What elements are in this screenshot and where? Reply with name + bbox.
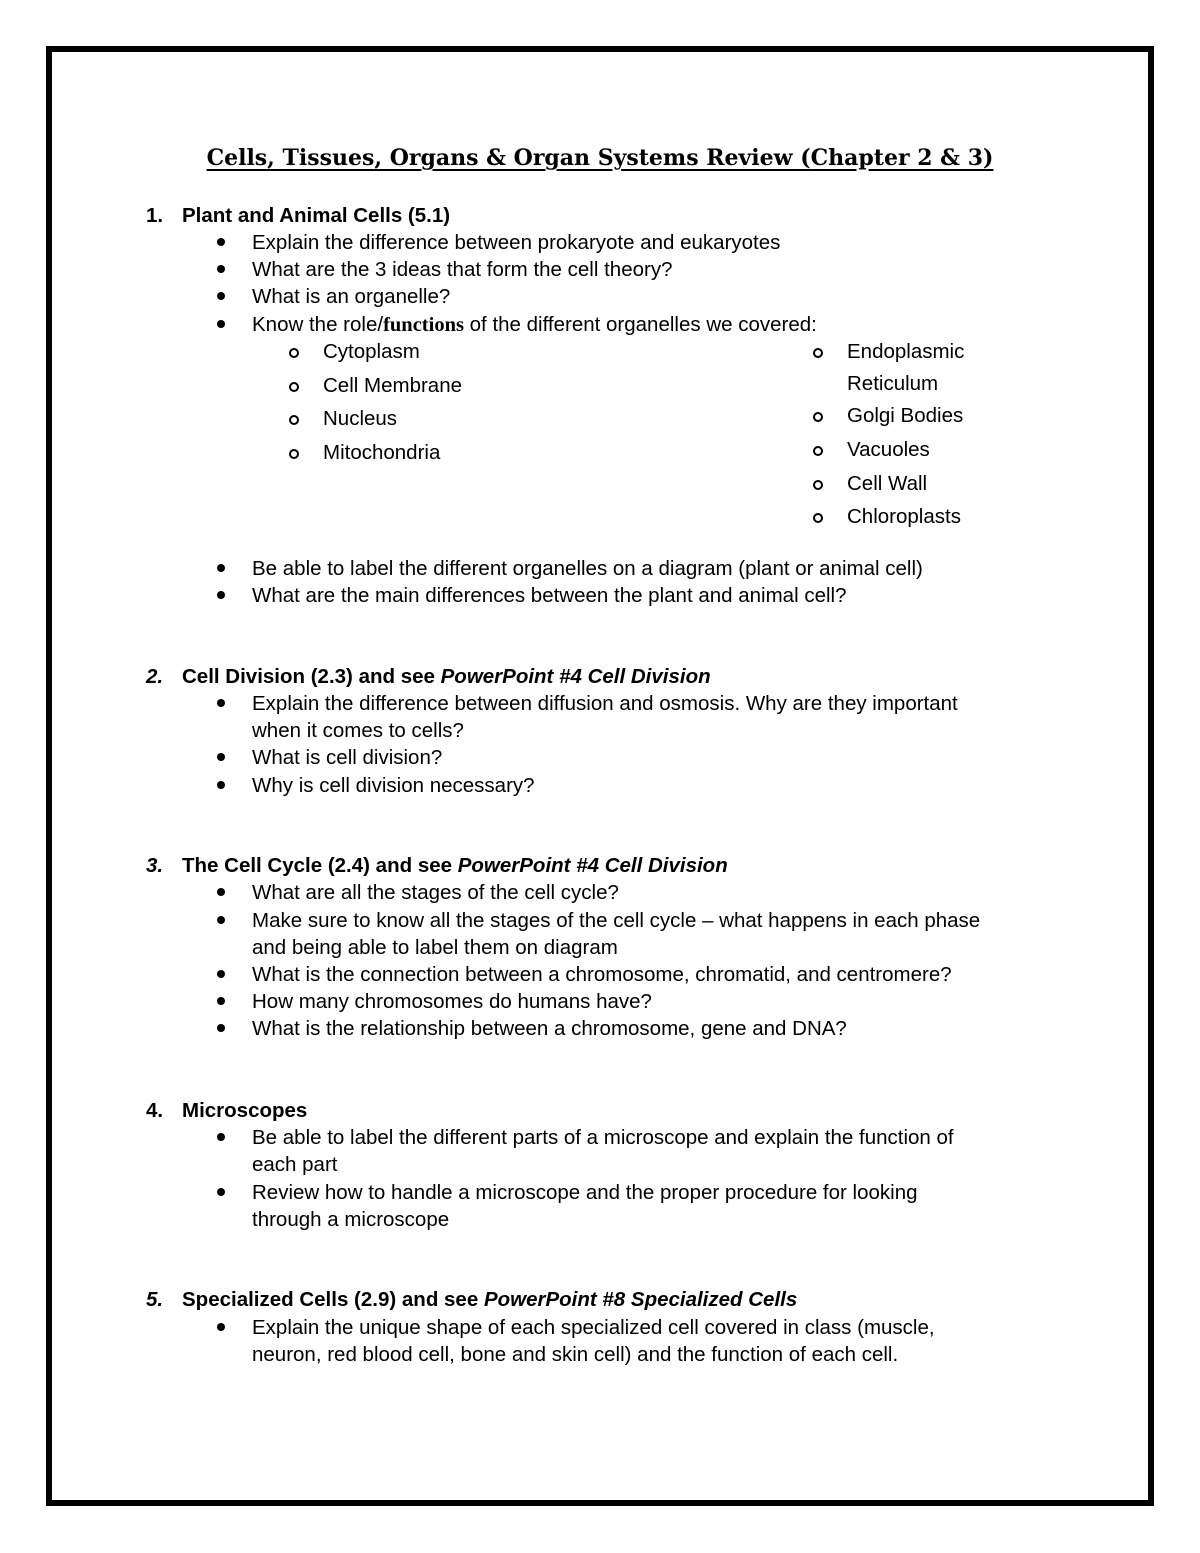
list-item: What is the relationship between a chromosome, gene and DNA? xyxy=(252,1017,847,1040)
circle-bullet-icon xyxy=(813,446,823,456)
list-item: Be able to label the different parts of a microscope and explain the function of xyxy=(252,1126,954,1149)
circle-bullet-icon xyxy=(289,415,299,425)
list-item: What are all the stages of the cell cycle? xyxy=(252,881,619,904)
circle-bullet-icon xyxy=(289,382,299,392)
intro-pre: Know the role/ xyxy=(252,313,384,336)
organelle-item-cont: Reticulum xyxy=(847,372,939,395)
list-item: Explain the difference between prokaryote and eukaryotes xyxy=(252,231,781,254)
bullet-icon xyxy=(217,1133,225,1141)
organelle-item: Cell Membrane xyxy=(323,374,462,397)
list-item-cont: through a microscope xyxy=(252,1208,450,1231)
bullet-icon xyxy=(217,591,225,599)
bullet-icon xyxy=(217,699,225,707)
section-4-number: 4. xyxy=(146,1099,164,1122)
organelle-item: Golgi Bodies xyxy=(847,404,964,427)
list-item-cont: neuron, red blood cell, bone and skin cell) and the function of each cell. xyxy=(252,1343,899,1366)
circle-bullet-icon xyxy=(813,412,823,422)
intro-bold: functions xyxy=(383,314,464,336)
intro-post: of the different organelles we covered: xyxy=(463,313,817,336)
section-3-heading xyxy=(182,852,728,879)
list-item-cont: and being able to label them on diagram xyxy=(252,936,618,959)
list-item: Be able to label the different organelles on a diagram (plant or animal cell) xyxy=(252,557,923,580)
section-2-heading-text: Cell Division (2.3) and see xyxy=(182,665,441,688)
bullet-icon xyxy=(217,1024,225,1032)
bullet-icon xyxy=(217,1323,225,1331)
list-item: Make sure to know all the stages of the cell cycle – what happens in each phase xyxy=(252,909,981,932)
list-item: Why is cell division necessary? xyxy=(252,774,535,797)
bullet-icon xyxy=(217,753,225,761)
bullet-icon xyxy=(217,238,225,246)
bullet-icon xyxy=(217,265,225,273)
list-item-cont: each part xyxy=(252,1153,338,1176)
bullet-icon xyxy=(217,320,225,328)
section-5-heading-text: Specialized Cells (2.9) and see xyxy=(182,1288,484,1311)
page-title: Cells, Tissues, Organs & Organ Systems Review (Chapter 2 & 3) xyxy=(206,145,994,171)
section-3-heading-text: The Cell Cycle (2.4) and see xyxy=(182,854,458,877)
list-item: What are the 3 ideas that form the cell theory? xyxy=(252,258,673,281)
circle-bullet-icon xyxy=(813,348,823,358)
section-3-heading-italic: PowerPoint #4 Cell Division xyxy=(457,854,728,877)
list-item: What is an organelle? xyxy=(252,285,451,308)
section-5-heading xyxy=(182,1286,797,1313)
organelle-item: Vacuoles xyxy=(847,438,930,461)
organelle-item: Mitochondria xyxy=(323,441,441,464)
organelle-item: Cytoplasm xyxy=(323,340,420,363)
section-2-heading-italic: PowerPoint #4 Cell Division xyxy=(440,665,711,688)
circle-bullet-icon xyxy=(813,480,823,490)
section-2-number: 2. xyxy=(146,665,164,688)
list-item: Explain the difference between diffusion and osmosis. Why are they important xyxy=(252,692,958,715)
list-item: How many chromosomes do humans have? xyxy=(252,990,652,1013)
list-item: What are the main differences between the plant and animal cell? xyxy=(252,584,847,607)
bullet-icon xyxy=(217,781,225,789)
circle-bullet-icon xyxy=(813,513,823,523)
section-1-heading: Plant and Animal Cells (5.1) xyxy=(182,204,451,227)
section-5-heading-italic: PowerPoint #8 Specialized Cells xyxy=(483,1288,798,1311)
list-item-cont: when it comes to cells? xyxy=(252,719,464,742)
list-item: What is the connection between a chromosome, chromatid, and centromere? xyxy=(252,963,952,986)
bullet-icon xyxy=(217,970,225,978)
bullet-icon xyxy=(217,888,225,896)
list-item: Explain the unique shape of each specialized cell covered in class (muscle, xyxy=(252,1316,935,1339)
list-item-organelle-intro xyxy=(252,311,817,339)
circle-bullet-icon xyxy=(289,348,299,358)
section-3-number: 3. xyxy=(146,854,164,877)
bullet-icon xyxy=(217,292,225,300)
circle-bullet-icon xyxy=(289,449,299,459)
organelle-item: Nucleus xyxy=(323,407,398,430)
bullet-icon xyxy=(217,997,225,1005)
section-4-heading: Microscopes xyxy=(182,1099,308,1122)
organelle-item: Endoplasmic xyxy=(847,340,965,363)
list-item: Review how to handle a microscope and the proper procedure for looking xyxy=(252,1181,918,1204)
bullet-icon xyxy=(217,1188,225,1196)
bullet-icon xyxy=(217,564,225,572)
organelle-item: Cell Wall xyxy=(847,472,928,495)
list-item: What is cell division? xyxy=(252,746,443,769)
section-5-number: 5. xyxy=(146,1288,164,1311)
bullet-icon xyxy=(217,916,225,924)
section-1-number: 1. xyxy=(146,204,164,227)
organelle-item: Chloroplasts xyxy=(847,505,961,528)
section-2-heading xyxy=(182,663,711,690)
